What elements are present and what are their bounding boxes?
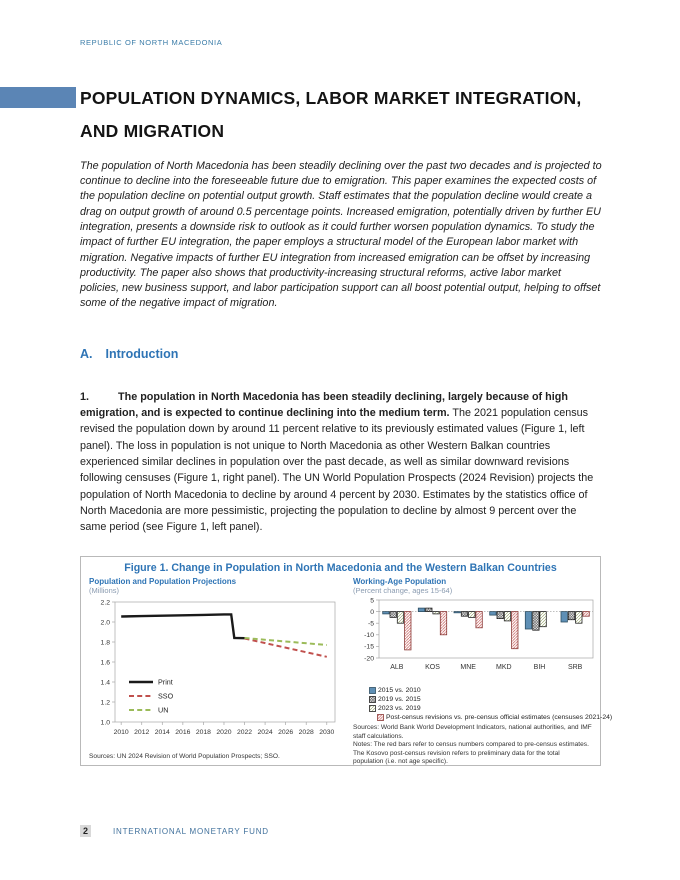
legend-label: 2023 vs. 2019: [378, 705, 421, 712]
svg-text:SRB: SRB: [567, 664, 583, 671]
svg-text:2014: 2014: [154, 729, 170, 736]
svg-text:2010: 2010: [113, 729, 129, 736]
svg-text:2026: 2026: [278, 729, 294, 736]
section-title: Introduction: [105, 347, 179, 361]
section-heading-introduction: [80, 347, 178, 361]
svg-text:KOS: KOS: [425, 664, 440, 671]
svg-text:BIH: BIH: [533, 664, 546, 671]
legend-label: 2019 vs. 2015: [378, 696, 421, 703]
page-title: POPULATION DYNAMICS, LABOR MARKET INTEGRATION, AND MIGRATION: [80, 88, 582, 141]
left-chart-subtitle: (Millions): [89, 586, 119, 595]
working-age-bar-chart: [353, 596, 597, 680]
paragraph-1: [80, 389, 602, 536]
legend-swatch: [377, 714, 384, 721]
svg-text:5: 5: [370, 597, 374, 605]
figure-panels: [81, 577, 613, 767]
paragraph-body: The 2021 population census revised the population down by around 11 percent relative to its previously estimated values (Figure 1, left panel). The loss in population is not unique to North Macedonia as other Western Balkan countries experienced similar declines in population over the past decade, as well as similar downward revisions following censuses (Figure 1, right panel). The UN World Population Prospects (2024 Revision) projects the population of North Macedonia to decline by around 4 percent by 2030. Estimates by the statistics office of North Macedonia are more pessimistic, projecting the population to decline by almost 9 percent over the same period (see Figure 1, left panel).: [80, 407, 594, 534]
svg-text:2020: 2020: [216, 729, 232, 736]
svg-text:1.8: 1.8: [100, 639, 110, 647]
left-chart-source: Sources: UN 2024 Revision of World Population Prospects; SSO.: [89, 753, 280, 760]
right-chart-subtitle: (Percent change, ages 15-64): [353, 586, 453, 595]
svg-text:-10: -10: [364, 632, 374, 640]
svg-text:2018: 2018: [195, 729, 211, 736]
svg-text:1.2: 1.2: [100, 699, 110, 707]
bar-chart-legend: [369, 686, 613, 722]
legend-label: 2015 vs. 2010: [378, 687, 421, 694]
svg-text:2022: 2022: [236, 729, 253, 736]
bar-legend-item: [369, 704, 594, 713]
population-line-chart: [89, 596, 341, 746]
page-footer: [80, 825, 269, 837]
svg-text:ALB: ALB: [390, 664, 404, 671]
svg-text:-15: -15: [364, 643, 374, 651]
legend-label: Post-census revisions vs. pre-census official estimates (censuses 2021-24): [386, 714, 613, 721]
bar-legend-item: [369, 686, 594, 695]
document-header: REPUBLIC OF NORTH MACEDONIA: [80, 38, 223, 47]
legend-swatch: [369, 705, 376, 712]
svg-text:Print: Print: [158, 677, 173, 687]
footer-organization: INTERNATIONAL MONETARY FUND: [113, 826, 269, 836]
working-age-population-panel: [349, 577, 613, 767]
section-number: A.: [80, 347, 93, 361]
figure-1-title: Figure 1. Change in Population in North Macedonia and the Western Balkan Countries: [124, 562, 557, 574]
abstract-paragraph: The population of North Macedonia has been steadily declining over the past two decades and is projected to continue to decline into the foreseeable future due to emigration. This paper examines the expected costs of the population decline on potential output growth. Staff estimates that the population decline would create a drag on output growth of around 0.5 percentage points. Increased emigration, potentially driven by further EU integration, presents a downside risk to outlook as it could further worsen population dynamics. To study the impact of further EU integration, the paper employs a structural model of the European labor market with migration. Negative impacts of further EU integration from increased emigration can be offset by increasing productivity. The paper also shows that productivity-increasing structural reforms, active labor market policies, new business support, and labor participation support can all boost potential output, helping to offset some of the negative impact of migration.: [80, 159, 602, 310]
svg-text:2.0: 2.0: [100, 619, 110, 627]
svg-text:2016: 2016: [175, 729, 191, 736]
right-chart-source: Sources: World Bank World Development Indicators, national authorities, and IMF staff calculations.: [353, 724, 592, 740]
svg-text:0: 0: [370, 608, 374, 616]
right-chart-notes: Notes: The red bars refer to census numbers compared to pre-census estimates. The Kosovo post-census revision refers to preliminary data for the total population (i.e. not age specific).: [353, 741, 589, 766]
figure-1-box: [80, 556, 613, 766]
legend-swatch: [369, 696, 376, 703]
svg-text:1.6: 1.6: [100, 659, 110, 667]
left-chart-title: Population and Population Projections: [89, 577, 237, 586]
svg-text:1.4: 1.4: [100, 679, 110, 687]
svg-text:1.0: 1.0: [100, 719, 110, 727]
paragraph-lead: The population in North Macedonia has been steadily declining, largely because of high emigration, and is expected to continue declining into the medium term.: [80, 390, 568, 420]
bar-legend-item: [377, 713, 613, 722]
svg-text:-5: -5: [367, 620, 374, 628]
svg-text:2028: 2028: [298, 729, 314, 736]
svg-text:2030: 2030: [319, 729, 335, 736]
bar-legend-item: [369, 695, 594, 704]
paragraph-number: 1.: [80, 390, 90, 403]
right-chart-title: Working-Age Population: [353, 577, 447, 586]
svg-text:MNE: MNE: [460, 664, 476, 671]
population-projections-panel: [81, 577, 349, 767]
svg-text:2012: 2012: [134, 729, 150, 736]
page-number: 2: [80, 825, 91, 837]
svg-text:2024: 2024: [257, 729, 273, 736]
svg-text:2.2: 2.2: [100, 599, 110, 607]
title-accent-bar: [0, 87, 76, 108]
legend-swatch: [369, 687, 376, 694]
svg-text:-20: -20: [364, 655, 374, 663]
svg-text:UN: UN: [158, 705, 169, 715]
svg-text:SSO: SSO: [158, 691, 174, 701]
svg-text:MKD: MKD: [496, 664, 512, 671]
